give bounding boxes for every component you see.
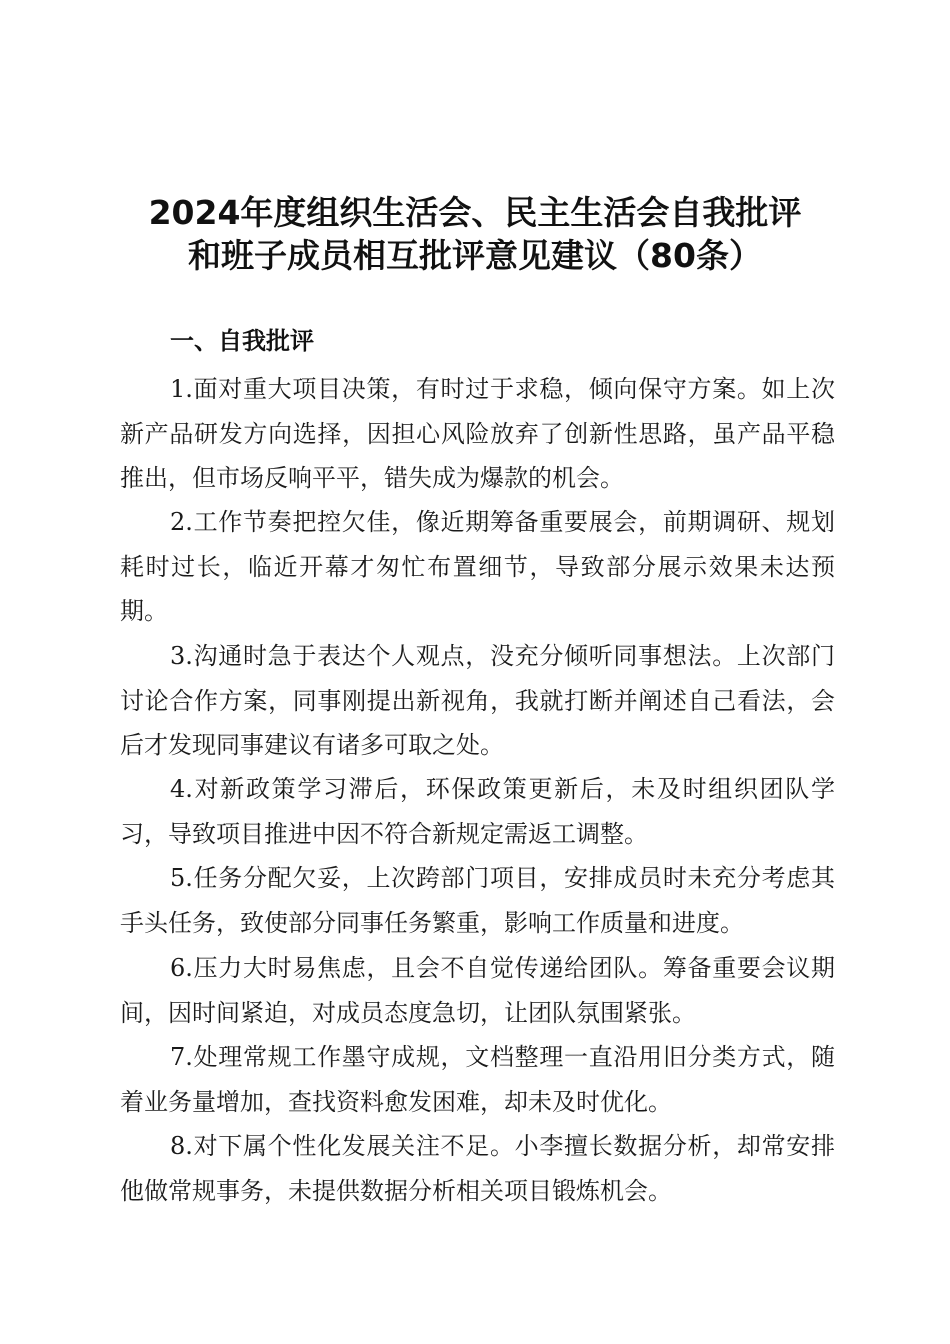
section-heading: 一、自我批评: [170, 327, 314, 355]
paragraph-1: 1.面对重大项目决策，有时过于求稳，倾向保守方案。如上次新产品研发方向选择，因担心风险放弃了创新性思路，虽产品平稳推出，但市场反响平平，错失成为爆款的机会。: [120, 375, 835, 492]
paragraph-7: 7.处理常规工作墨守成规，文档整理一直沿用旧分类方式，随着业务量增加，查找资料愈发困难，却未及时优化。: [120, 1043, 835, 1116]
paragraph-3: 3.沟通时急于表达个人观点，没充分倾听同事想法。上次部门讨论合作方案，同事刚提出新视角，我就打断并阐述自己看法，会后才发现同事建议有诸多可取之处。: [120, 642, 835, 759]
paragraph-5: 5.任务分配欠妥，上次跨部门项目，安排成员时未充分考虑其手头任务，致使部分同事任务繁重，影响工作质量和进度。: [120, 864, 835, 937]
paragraph-2: 2.工作节奏把控欠佳，像近期筹备重要展会，前期调研、规划耗时过长，临近开幕才匆忙布置细节，导致部分展示效果未达预期。: [120, 508, 835, 625]
document-title-line-2: 和班子成员相互批评意见建议（80条）: [188, 236, 762, 275]
paragraph-6: 6.压力大时易焦虑，且会不自觉传递给团队。筹备重要会议期间，因时间紧迫，对成员态度急切，让团队氛围紧张。: [120, 954, 835, 1027]
document-title-line-1: 2024年度组织生活会、民主生活会自我批评: [148, 193, 802, 232]
paragraph-4: 4.对新政策学习滞后，环保政策更新后，未及时组织团队学习，导致项目推进中因不符合新规定需返工调整。: [120, 775, 835, 848]
paragraph-8: 8.对下属个性化发展关注不足。小李擅长数据分析，却常安排他做常规事务，未提供数据分析相关项目锻炼机会。: [120, 1132, 835, 1205]
